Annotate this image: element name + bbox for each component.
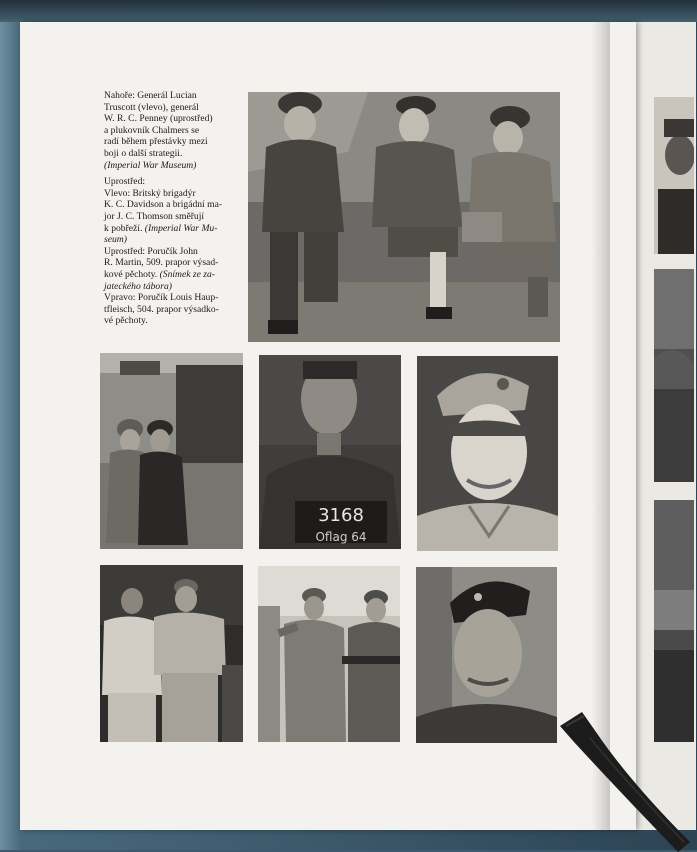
caption-line: radí během přestávky mezi [104,136,208,148]
photo-officer-garrison-cap [416,567,557,743]
caption-line: Vlevo: Britský brigadýr [104,187,196,199]
edge-photo-1 [654,97,694,254]
bookmark-ribbon [560,712,697,852]
prisoner-number: 3168 [318,505,364,526]
photo-paratroopers [258,566,400,742]
caption-heading: Uprostřed: [104,176,146,188]
photo-officers-conference [248,92,560,342]
caption-line: jor J. C. Thomson směřují [104,210,205,222]
caption-line: Vpravo: Poručík Louis Haup- [104,292,219,304]
caption-text: kové pěchoty. [104,268,160,280]
caption-credit: seum) [104,234,127,246]
edge-photo-3 [654,500,694,742]
photo-lt-john-martin [259,355,401,549]
caption-credit: (Imperial War Mu- [144,222,218,234]
page-gutter-shadow [592,22,610,830]
caption-line: vé pěchoty. [104,315,148,327]
caption-top [104,90,244,171]
edge-photo-2 [654,269,694,482]
photo-lt-louis-hauptfleisch [417,356,558,551]
prisoner-camp: Oflag 64 [315,530,367,544]
photo-captions [104,90,244,332]
caption-line: Truscott (vlevo), generál [104,101,199,113]
caption-line: W. R. C. Penney (uprostřed) [104,113,213,125]
caption-text: k pobřeží. [104,222,145,234]
caption-credit: (Snímek ze za- [159,268,216,280]
caption-middle [104,176,244,327]
photo-two-soldiers [100,565,243,742]
book-cover-top [0,0,697,22]
caption-line: boji o další strategii. [104,147,183,159]
caption-line: a plukovník Chalmers se [104,124,200,136]
caption-credit: jateckého tábora) [104,280,172,292]
caption-line: Nahoře: Generál Lucian [104,90,197,101]
caption-line: Uprostřed: Poručík John [104,245,198,257]
photo-davidson-thomson [100,353,243,549]
caption-line: tfleisch, 504. prapor výsadko- [104,303,219,315]
caption-line: K. C. Davidson a brigádní ma- [104,199,223,211]
caption-line: R. Martin, 509. prapor výsad- [104,257,219,269]
caption-credit: (Imperial War Museum) [104,159,197,171]
